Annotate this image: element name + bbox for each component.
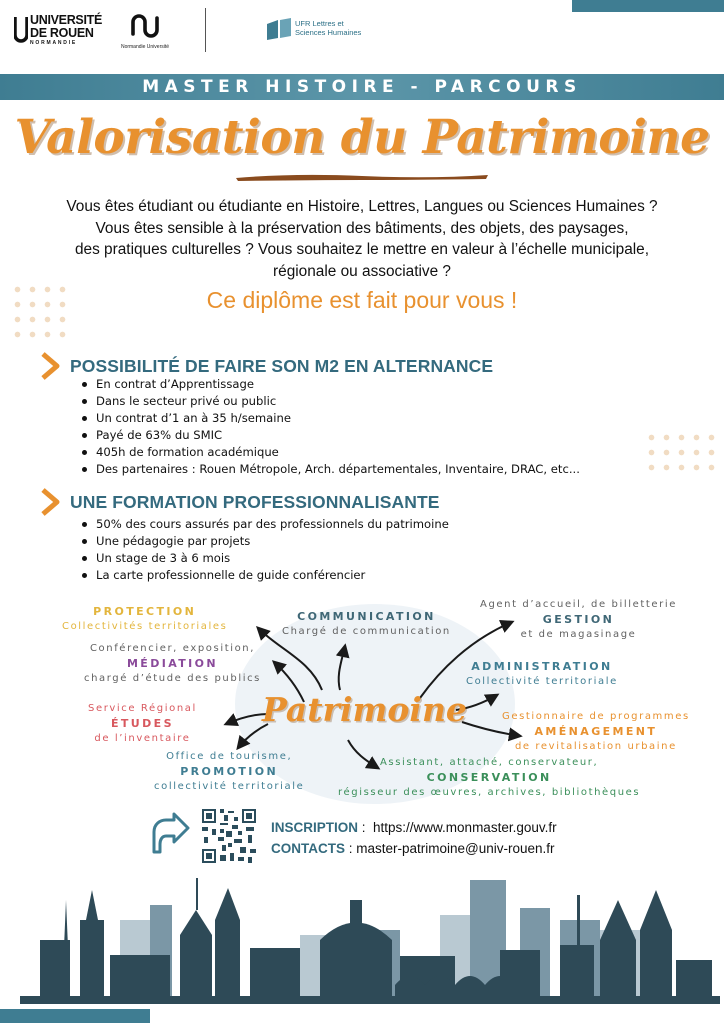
- banner-text: MASTER HISTOIRE - PARCOURS: [142, 77, 582, 97]
- mediation-title: MÉDIATION: [126, 657, 219, 670]
- header-divider: [205, 8, 206, 52]
- ufr-logo: [265, 16, 385, 46]
- promotion-title: PROMOTION: [180, 765, 279, 778]
- univ-line3: NORMANDIE: [30, 40, 78, 46]
- promotion-sub: collectivité territoriale: [154, 781, 305, 792]
- program-banner: [0, 74, 724, 100]
- city-skyline-illustration: [0, 860, 724, 1010]
- list-item: Un contrat d’1 an à 35 h/semaine: [80, 410, 580, 427]
- career-etudes: [88, 701, 197, 746]
- list-item: 405h de formation académique: [80, 444, 580, 461]
- career-administration: [466, 659, 618, 689]
- conservation-title: CONSERVATION: [426, 771, 552, 784]
- main-title: Valorisation du Patrimoine: [14, 110, 710, 165]
- universite-rouen-logo: [14, 14, 114, 48]
- gestion-sub: et de magasinage: [520, 629, 637, 640]
- etudes-pre: Service Régional: [88, 703, 197, 714]
- univ-mark-icon: [14, 15, 28, 45]
- intro-text: [40, 196, 684, 282]
- section-alternance-title: POSSIBILITÉ DE FAIRE SON M2 EN ALTERNANCE: [70, 355, 494, 376]
- conservation-sub: régisseur des œuvres, archives, bibliothèques: [338, 787, 641, 798]
- formation-list: [80, 516, 449, 584]
- dot-pattern-right: [644, 430, 720, 474]
- intro-line-2: Vous êtes sensible à la préservation des bâtiments, des objets, des paysages,: [95, 219, 629, 237]
- intro-line-1: Vous êtes étudiant ou étudiante en Histoire, Lettres, Langues ou Sciences Humaines ?: [66, 198, 658, 215]
- career-gestion: [480, 597, 677, 642]
- mediation-sub: chargé d’étude des publics: [84, 673, 261, 684]
- career-protection: [62, 604, 227, 634]
- alternance-list: [80, 376, 580, 478]
- call-to-action: Ce diplôme est fait pour vous !: [206, 287, 518, 313]
- intro-line-4: régionale ou associative ?: [273, 262, 451, 280]
- gestion-title: GESTION: [542, 613, 615, 626]
- section-formation-heading: [40, 487, 440, 517]
- protection-sub: Collectivités territoriales: [62, 621, 228, 632]
- ufr-line1: UFR Lettres et: [295, 19, 344, 28]
- normandie-caption: Normandie Université: [120, 44, 170, 50]
- qr-code-icon[interactable]: [200, 807, 258, 865]
- chevron-right-icon: [40, 487, 62, 517]
- bottom-accent-bar: [0, 1009, 150, 1023]
- administration-sub: Collectivité territoriale: [466, 676, 618, 687]
- list-item: 50% des cours assurés par des professionnels du patrimoine: [80, 516, 449, 533]
- contacts-email-link[interactable]: master-patrimoine@univ-rouen.fr: [356, 841, 555, 856]
- list-item: Dans le secteur privé ou public: [80, 393, 580, 410]
- gestion-pre: Agent d’accueil, de billetterie: [480, 599, 677, 610]
- list-item: Des partenaires : Rouen Métropole, Arch. départementales, Inventaire, DRAC, etc...: [80, 461, 580, 478]
- career-conservation: [338, 755, 640, 800]
- list-item: Une pédagogie par projets: [80, 533, 449, 550]
- career-promotion: [154, 749, 304, 794]
- amenagement-title: AMÉNAGEMENT: [534, 725, 658, 738]
- communication-sub: Chargé de communication: [282, 626, 451, 637]
- top-accent-bar: [572, 0, 724, 12]
- univ-line2: DE ROUEN: [30, 26, 94, 40]
- list-item: En contrat d’Apprentissage: [80, 376, 580, 393]
- career-amenagement: [502, 709, 690, 754]
- section-formation-title: UNE FORMATION PROFESSIONNALISANTE: [70, 491, 440, 512]
- pointing-hand-icon: [148, 812, 190, 858]
- promotion-pre: Office de tourisme,: [166, 751, 293, 762]
- inscription-label: INSCRIPTION: [271, 820, 359, 835]
- list-item: La carte professionnelle de guide conférencier: [80, 567, 449, 584]
- intro-line-3: des pratiques culturelles ? Vous souhaitez le mettre en valeur à l’échelle municipale,: [74, 241, 650, 259]
- chevron-right-icon: [40, 351, 62, 381]
- title-underline-stroke: [234, 170, 490, 184]
- ufr-line2: Sciences Humaines: [295, 27, 362, 37]
- etudes-sub: de l’inventaire: [94, 733, 191, 744]
- amenagement-pre: Gestionnaire de programmes: [502, 711, 690, 722]
- inscription-link[interactable]: https://www.monmaster.gouv.fr: [373, 820, 557, 835]
- list-item: Un stage de 3 à 6 mois: [80, 550, 449, 567]
- contacts-label: CONTACTS: [271, 841, 345, 856]
- mediation-pre: Conférencier, exposition,: [89, 643, 256, 654]
- normandie-mark-icon: [129, 14, 161, 38]
- etudes-title: ÉTUDES: [110, 717, 174, 730]
- protection-title: PROTECTION: [93, 605, 197, 618]
- communication-title: COMMUNICATION: [297, 610, 436, 623]
- administration-title: ADMINISTRATION: [471, 660, 613, 673]
- contacts-line: CONTACTS : master-patrimoine@univ-rouen.fr: [271, 841, 555, 856]
- inscription-line: INSCRIPTION : https://www.monmaster.gouv.fr: [271, 820, 557, 835]
- diagram-center-word: Patrimoine: [262, 690, 467, 729]
- conservation-pre: Assistant, attaché, conservateur,: [379, 757, 599, 768]
- open-book-icon: [265, 16, 293, 42]
- career-communication: [282, 609, 451, 639]
- normandie-universite-logo: [118, 14, 172, 54]
- career-mediation: [84, 641, 261, 686]
- list-item: Payé de 63% du SMIC: [80, 427, 580, 444]
- amenagement-sub: de revitalisation urbaine: [514, 741, 677, 752]
- univ-line1: UNIVERSITÉ: [30, 13, 103, 27]
